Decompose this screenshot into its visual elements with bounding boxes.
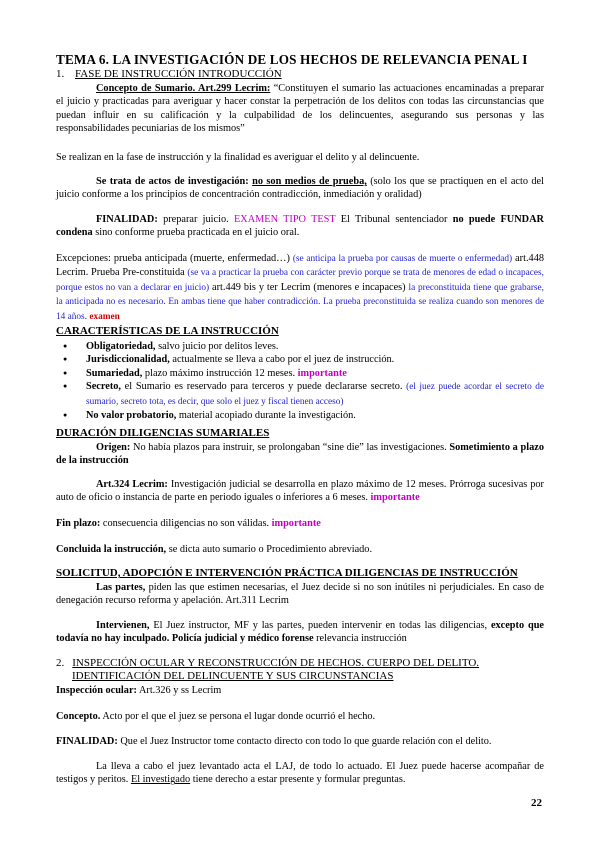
inspection-concept-text: Acto por el que el juez se persona el lugar donde ocurrió el hecho. bbox=[100, 711, 376, 722]
section-1-heading bbox=[56, 68, 544, 80]
origin-emphasis: Sometimiento a plazo de la instrucción bbox=[56, 442, 544, 467]
purpose-text: preparar juicio. bbox=[157, 214, 234, 225]
origin-paragraph bbox=[56, 441, 544, 468]
section-number: 1. bbox=[56, 68, 65, 80]
exceptions-text-3: art.449 bis y ter Lecrim (menores e incapaces) bbox=[209, 281, 409, 293]
inspection-concept-label: Concepto. bbox=[56, 711, 101, 722]
parties-label: Las partes, bbox=[96, 582, 146, 593]
list-item bbox=[56, 409, 544, 422]
exceptions-paragraph bbox=[56, 252, 544, 324]
exam-note: examen bbox=[87, 311, 120, 322]
section-number: 2. bbox=[56, 657, 65, 669]
item-text: actualmente se lleva a cabo por el juez de instrucción. bbox=[169, 354, 395, 366]
inspection-purpose-label: FINALIDAD: bbox=[56, 736, 118, 747]
art324-text: Investigación judicial se desarrolla en plazo máximo de 12 meses. Prórroga sucesivas por auto de oficio o instancia de parte en periodo iguales o inferiores a 6 meses. bbox=[56, 479, 544, 504]
concept-label: Concepto de Sumario. Art.299 Lecrim: bbox=[96, 83, 271, 94]
art324-label: Art.324 Lecrim: bbox=[96, 479, 168, 490]
section-title-line-2: IDENTIFICACIÓN DEL DELINCUENTE Y SUS CIRCUNSTANCIAS bbox=[72, 670, 394, 682]
page-number: 22 bbox=[531, 797, 542, 809]
investigation-paragraph bbox=[56, 175, 544, 202]
list-item bbox=[56, 367, 544, 380]
section-characteristics-heading: CARACTERÍSTICAS DE LA INSTRUCCIÓN bbox=[56, 325, 279, 337]
art324-paragraph bbox=[56, 478, 544, 505]
intervene-paragraph bbox=[56, 619, 544, 646]
item-term: Obligatoriedad, bbox=[86, 341, 156, 352]
conclusion-paragraph bbox=[56, 543, 544, 556]
inspection-paragraph bbox=[56, 684, 544, 697]
procedure-paragraph bbox=[56, 760, 544, 787]
purpose-text-2: El Tribunal sentenciador bbox=[335, 214, 453, 225]
important-tag: importante bbox=[370, 492, 420, 504]
exceptions-note-2: (se va a practicar la prueba con carácter previo porque se trata de menores de edad o incapaces, porque estos no van a declarar en juicio) bbox=[56, 268, 544, 293]
origin-text: No había plazos para instruir, se prolongaban “sine die” las investigaciones. bbox=[130, 442, 450, 453]
investigation-text: (solo los que se practiquen en el acto del juicio conforme a los principios de concentración contradicción, inmediación y oralidad) bbox=[56, 176, 544, 201]
purpose-emphasis: no puede FUNDAR condena bbox=[56, 214, 544, 239]
important-tag: importante bbox=[271, 518, 321, 529]
phase-paragraph: Se realizan en la fase de instrucción y la finalidad es averiguar el delito y al delincuente. bbox=[56, 152, 420, 163]
purpose-paragraph bbox=[56, 213, 544, 240]
list-item bbox=[56, 380, 544, 409]
item-term: No valor probatorio, bbox=[86, 410, 177, 422]
inspection-purpose-text: Que el Juez Instructor tome contacto directo con todo lo que guarde relación con el delito. bbox=[117, 736, 492, 747]
origin-label: Origen: bbox=[96, 442, 131, 453]
section-title-line-1: INSPECCIÓN OCULAR Y RECONSTRUCCIÓN DE HECHOS. CUERPO DEL DELITO. bbox=[72, 657, 480, 669]
deadline-text: consecuencia diligencias no son válidas. bbox=[100, 518, 272, 529]
intervene-label: Intervienen, bbox=[96, 620, 150, 631]
section-duration-heading: DURACIÓN DILIGENCIAS SUMARIALES bbox=[56, 427, 270, 439]
parties-paragraph bbox=[56, 581, 544, 608]
important-tag: importante bbox=[297, 367, 347, 379]
page-title: TEMA 6. LA INVESTIGACIÓN DE LOS HECHOS DE RELEVANCIA PENAL I bbox=[56, 52, 528, 67]
item-text: plazo máximo instrucción 12 meses. bbox=[142, 367, 298, 379]
item-note: (el juez puede acordar el secreto de sumario, secreto tota, es decir, que solo el juez y fiscal tienen acceso) bbox=[86, 382, 544, 407]
exceptions-text-1: Excepciones: prueba anticipada (muerte, enfermedad…) bbox=[56, 253, 293, 264]
deadline-label: Fin plazo: bbox=[56, 518, 101, 529]
concept-text: “Constituyen el sumario las actuaciones encaminadas a preparar el juicio y practicadas para averiguar y hacer constar la perpetración de los delitos con todas las circunstancias que puedan influir en su calificación y la culpabilidad de los delincuentes, asegurando sus personas y las responsabilidades pecuniarias de los mismos” bbox=[56, 83, 544, 135]
procedure-text-2: tiene derecho a estar presente y formular preguntas. bbox=[190, 774, 406, 786]
intervene-text-2: relevancia instrucción bbox=[313, 633, 407, 645]
conclusion-text: se dicta auto sumario o Procedimiento abreviado. bbox=[166, 544, 373, 555]
item-term: Sumariedad, bbox=[86, 367, 143, 379]
item-term: Jurisdiccionalidad, bbox=[86, 354, 170, 366]
exceptions-text-2: art.448 Lecrim. Prueba Pre-constituida bbox=[56, 253, 544, 279]
characteristics-list bbox=[56, 340, 544, 422]
procedure-text-1: La lleva a cabo el juez levantado acta el LAJ, de todo lo actuado. El Juez puede hacerse acompañar de testigos y peritos. bbox=[56, 761, 544, 786]
exceptions-note-3: la preconstituida tiene que grabarse, la anticipada no es necesario. En ambas tiene que haber contradicción. La prueba preconstituida se realiza cuando son menores de 14 años. bbox=[56, 282, 544, 322]
investigation-emphasis: no son medios de prueba, bbox=[252, 176, 367, 187]
item-text: salvo juicio por delitos leves. bbox=[155, 341, 279, 352]
inspection-concept-paragraph bbox=[56, 710, 544, 723]
conclusion-label: Concluida la instrucción, bbox=[56, 544, 167, 555]
investigation-label: Se trata de actos de investigación: bbox=[96, 176, 249, 187]
item-text: material acopiado durante la investigación. bbox=[176, 410, 356, 422]
exceptions-note-1: (se anticipa la prueba por causas de muerte o enfermedad) bbox=[292, 254, 513, 264]
intervene-text: El Juez instructor, MF y las partes, pueden intervenir en todas las diligencias, bbox=[149, 620, 491, 631]
purpose-label: FINALIDAD: bbox=[96, 214, 158, 225]
intervene-emphasis: excepto que todavía no hay inculpado. Policía judicial y médico forense bbox=[56, 620, 544, 645]
list-item bbox=[56, 353, 544, 366]
section-title: FASE DE INSTRUCCIÓN INTRODUCCIÓN bbox=[75, 68, 282, 80]
inspection-text: Art.326 y ss Lecrim bbox=[136, 685, 222, 696]
deadline-paragraph bbox=[56, 517, 544, 530]
item-term: Secreto, bbox=[86, 381, 121, 393]
exam-tag: EXAMEN TIPO TEST bbox=[233, 214, 336, 225]
concept-paragraph bbox=[56, 82, 544, 136]
section-2-heading bbox=[56, 657, 544, 683]
purpose-text-3: sino conforme prueba practicada en el juicio oral. bbox=[92, 227, 300, 239]
item-text: el Sumario es reservado para terceros y puede declararse secreto. bbox=[120, 381, 407, 393]
inspection-purpose-paragraph bbox=[56, 735, 544, 748]
section-request-heading: SOLICITUD, ADOPCIÓN E INTERVENCIÓN PRÁCTICA DILIGENCIAS DE INSTRUCCIÓN bbox=[56, 567, 518, 579]
investigated-term: El investigado bbox=[130, 774, 191, 786]
parties-text: piden las que estimen necesarias, el Juez decide si no son inútiles ni perjudiciales. En caso de denegación recurso reforma y apelación. Art.311 Lecrim bbox=[56, 582, 545, 607]
list-item bbox=[56, 340, 544, 353]
inspection-label: Inspección ocular: bbox=[56, 685, 137, 696]
